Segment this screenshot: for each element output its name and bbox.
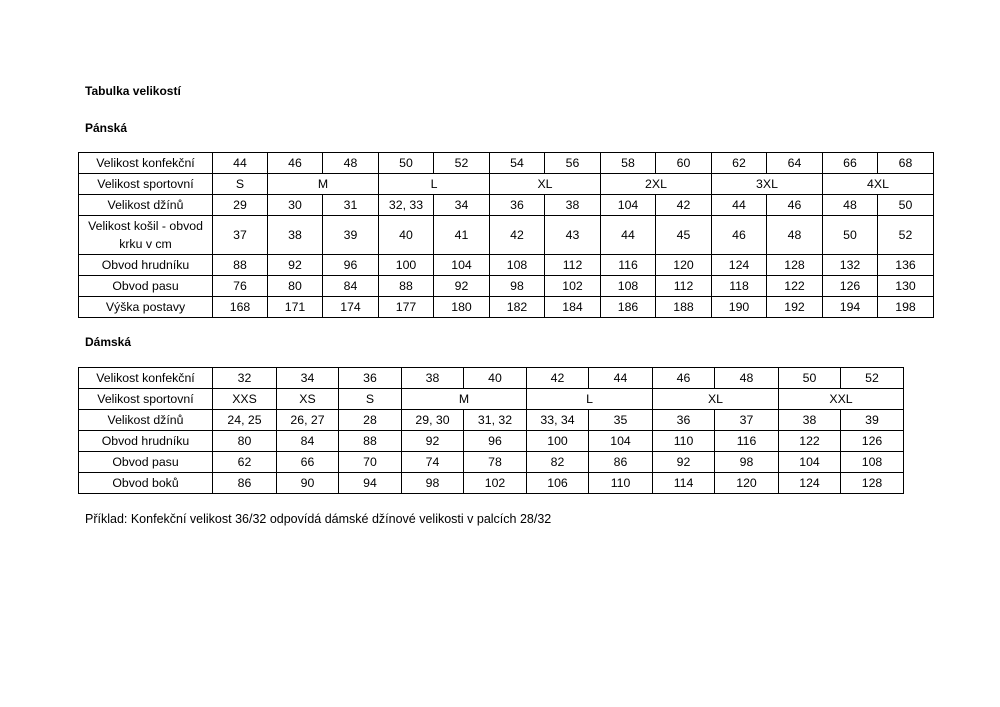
table-cell: 41: [434, 216, 490, 255]
table-cell: 98: [402, 473, 464, 494]
row-label: Obvod pasu: [79, 452, 213, 473]
table-cell: 120: [656, 255, 712, 276]
table-row: [79, 276, 934, 297]
table-cell: 45: [656, 216, 712, 255]
table-cell: 108: [841, 452, 904, 473]
table-cell: 84: [323, 276, 379, 297]
table-cell: 74: [402, 452, 464, 473]
table-cell: 60: [656, 153, 712, 174]
table-cell: 108: [490, 255, 545, 276]
row-label: Obvod hrudníku: [79, 255, 213, 276]
document-title: Tabulka velikostí: [85, 84, 181, 98]
table-cell: 56: [545, 153, 601, 174]
table-cell: XXS: [213, 389, 277, 410]
table-cell: 36: [490, 195, 545, 216]
table-cell: 88: [213, 255, 268, 276]
table-cell: 58: [601, 153, 656, 174]
table-cell: 86: [589, 452, 653, 473]
table-row: [79, 174, 934, 195]
row-label: Obvod hrudníku: [79, 431, 213, 452]
table-cell: 104: [601, 195, 656, 216]
table-row: [79, 255, 934, 276]
table-cell: 46: [767, 195, 823, 216]
example-note: Příklad: Konfekční velikost 36/32 odpovídá dámské džínové velikosti v palcích 28/32: [85, 512, 552, 526]
table-cell: 168: [213, 297, 268, 318]
table-cell: 112: [545, 255, 601, 276]
table-cell: XS: [277, 389, 339, 410]
table-cell: XXL: [779, 389, 904, 410]
table-cell: 31: [323, 195, 379, 216]
table-cell: 80: [268, 276, 323, 297]
row-label: Obvod pasu: [79, 276, 213, 297]
table-row: [79, 452, 904, 473]
table-cell: 32, 33: [379, 195, 434, 216]
table-cell: 114: [653, 473, 715, 494]
table-cell: 116: [715, 431, 779, 452]
table-cell: 108: [601, 276, 656, 297]
table-cell: 96: [323, 255, 379, 276]
table-cell: 186: [601, 297, 656, 318]
table-cell: 116: [601, 255, 656, 276]
table-cell: 68: [878, 153, 934, 174]
table-cell: XL: [490, 174, 601, 195]
table-cell: 184: [545, 297, 601, 318]
table-cell: 24, 25: [213, 410, 277, 431]
table-cell: 32: [213, 368, 277, 389]
table-cell: 38: [402, 368, 464, 389]
table-cell: S: [339, 389, 402, 410]
table-cell: 44: [589, 368, 653, 389]
table-cell: 50: [379, 153, 434, 174]
table-row: [79, 410, 904, 431]
table-cell: 48: [767, 216, 823, 255]
table-cell: 38: [545, 195, 601, 216]
row-label: Velikost sportovní: [79, 174, 213, 195]
table-cell: 46: [653, 368, 715, 389]
table-cell: 102: [464, 473, 527, 494]
table-cell: 37: [715, 410, 779, 431]
table-cell: 44: [213, 153, 268, 174]
table-cell: 40: [379, 216, 434, 255]
table-cell: 126: [841, 431, 904, 452]
table-cell: 50: [878, 195, 934, 216]
table-cell: 90: [277, 473, 339, 494]
table-cell: 38: [268, 216, 323, 255]
table-cell: 62: [213, 452, 277, 473]
table-cell: 88: [379, 276, 434, 297]
table-cell: 177: [379, 297, 434, 318]
table-cell: 118: [712, 276, 767, 297]
row-label: Velikost džínů: [79, 410, 213, 431]
table-cell: 92: [268, 255, 323, 276]
mens-heading: Pánská: [85, 121, 128, 135]
row-label: Výška postavy: [79, 297, 213, 318]
table-cell: 126: [823, 276, 878, 297]
table-cell: 100: [527, 431, 589, 452]
table-cell: 98: [490, 276, 545, 297]
table-cell: 64: [767, 153, 823, 174]
table-cell: 76: [213, 276, 268, 297]
table-row: [79, 431, 904, 452]
table-cell: S: [213, 174, 268, 195]
table-cell: 136: [878, 255, 934, 276]
row-label: Velikost košil - obvod krku v cm: [79, 216, 213, 255]
table-cell: 188: [656, 297, 712, 318]
table-cell: 94: [339, 473, 402, 494]
table-cell: 122: [767, 276, 823, 297]
table-cell: 38: [779, 410, 841, 431]
table-cell: 82: [527, 452, 589, 473]
table-cell: 190: [712, 297, 767, 318]
table-cell: 4XL: [823, 174, 934, 195]
table-cell: 128: [841, 473, 904, 494]
table-cell: 110: [589, 473, 653, 494]
table-cell: 171: [268, 297, 323, 318]
table-cell: 48: [715, 368, 779, 389]
table-cell: 78: [464, 452, 527, 473]
table-cell: 130: [878, 276, 934, 297]
table-row: [79, 368, 904, 389]
table-cell: 26, 27: [277, 410, 339, 431]
table-cell: 92: [653, 452, 715, 473]
table-cell: 31, 32: [464, 410, 527, 431]
table-cell: 40: [464, 368, 527, 389]
table-cell: M: [402, 389, 527, 410]
mens-size-table: [78, 152, 934, 318]
table-cell: 52: [841, 368, 904, 389]
table-cell: 39: [323, 216, 379, 255]
table-cell: 52: [434, 153, 490, 174]
table-cell: 124: [712, 255, 767, 276]
table-row: [79, 473, 904, 494]
table-cell: 66: [823, 153, 878, 174]
table-cell: 104: [779, 452, 841, 473]
table-cell: 124: [779, 473, 841, 494]
table-cell: 102: [545, 276, 601, 297]
table-cell: XL: [653, 389, 779, 410]
table-cell: 30: [268, 195, 323, 216]
table-cell: 48: [323, 153, 379, 174]
row-label: Velikost konfekční: [79, 368, 213, 389]
table-cell: 70: [339, 452, 402, 473]
table-cell: L: [527, 389, 653, 410]
row-label: Velikost sportovní: [79, 389, 213, 410]
table-cell: 62: [712, 153, 767, 174]
table-cell: 98: [715, 452, 779, 473]
table-cell: M: [268, 174, 379, 195]
table-cell: 42: [527, 368, 589, 389]
table-cell: 29: [213, 195, 268, 216]
table-cell: 92: [402, 431, 464, 452]
table-cell: 43: [545, 216, 601, 255]
table-cell: 182: [490, 297, 545, 318]
table-cell: 50: [823, 216, 878, 255]
table-cell: 52: [878, 216, 934, 255]
table-cell: 2XL: [601, 174, 712, 195]
table-cell: 36: [339, 368, 402, 389]
table-cell: 104: [434, 255, 490, 276]
row-label: Velikost konfekční: [79, 153, 213, 174]
table-row: [79, 195, 934, 216]
womens-heading: Dámská: [85, 335, 132, 349]
womens-size-table: [78, 367, 904, 494]
table-cell: 112: [656, 276, 712, 297]
table-cell: 120: [715, 473, 779, 494]
table-cell: 88: [339, 431, 402, 452]
table-cell: 50: [779, 368, 841, 389]
table-cell: 174: [323, 297, 379, 318]
table-cell: 86: [213, 473, 277, 494]
table-cell: 46: [712, 216, 767, 255]
table-cell: 28: [339, 410, 402, 431]
table-cell: 132: [823, 255, 878, 276]
table-cell: 44: [601, 216, 656, 255]
table-cell: 34: [434, 195, 490, 216]
row-label: Obvod boků: [79, 473, 213, 494]
table-cell: 92: [434, 276, 490, 297]
table-row: [79, 297, 934, 318]
table-cell: 39: [841, 410, 904, 431]
table-cell: 96: [464, 431, 527, 452]
table-cell: 54: [490, 153, 545, 174]
table-cell: 44: [712, 195, 767, 216]
table-cell: 35: [589, 410, 653, 431]
table-cell: 66: [277, 452, 339, 473]
table-cell: 36: [653, 410, 715, 431]
table-cell: 29, 30: [402, 410, 464, 431]
table-cell: 100: [379, 255, 434, 276]
table-cell: 122: [779, 431, 841, 452]
table-row: [79, 153, 934, 174]
table-cell: 104: [589, 431, 653, 452]
table-cell: 198: [878, 297, 934, 318]
table-cell: 42: [656, 195, 712, 216]
table-row: [79, 216, 934, 255]
table-cell: 110: [653, 431, 715, 452]
table-cell: 180: [434, 297, 490, 318]
table-cell: 80: [213, 431, 277, 452]
table-cell: 3XL: [712, 174, 823, 195]
table-cell: 106: [527, 473, 589, 494]
table-cell: 128: [767, 255, 823, 276]
table-cell: 192: [767, 297, 823, 318]
table-cell: 33, 34: [527, 410, 589, 431]
table-cell: 42: [490, 216, 545, 255]
table-cell: 46: [268, 153, 323, 174]
row-label: Velikost džínů: [79, 195, 213, 216]
table-cell: 34: [277, 368, 339, 389]
table-cell: 48: [823, 195, 878, 216]
table-cell: L: [379, 174, 490, 195]
table-row: [79, 389, 904, 410]
table-cell: 84: [277, 431, 339, 452]
table-cell: 37: [213, 216, 268, 255]
table-cell: 194: [823, 297, 878, 318]
